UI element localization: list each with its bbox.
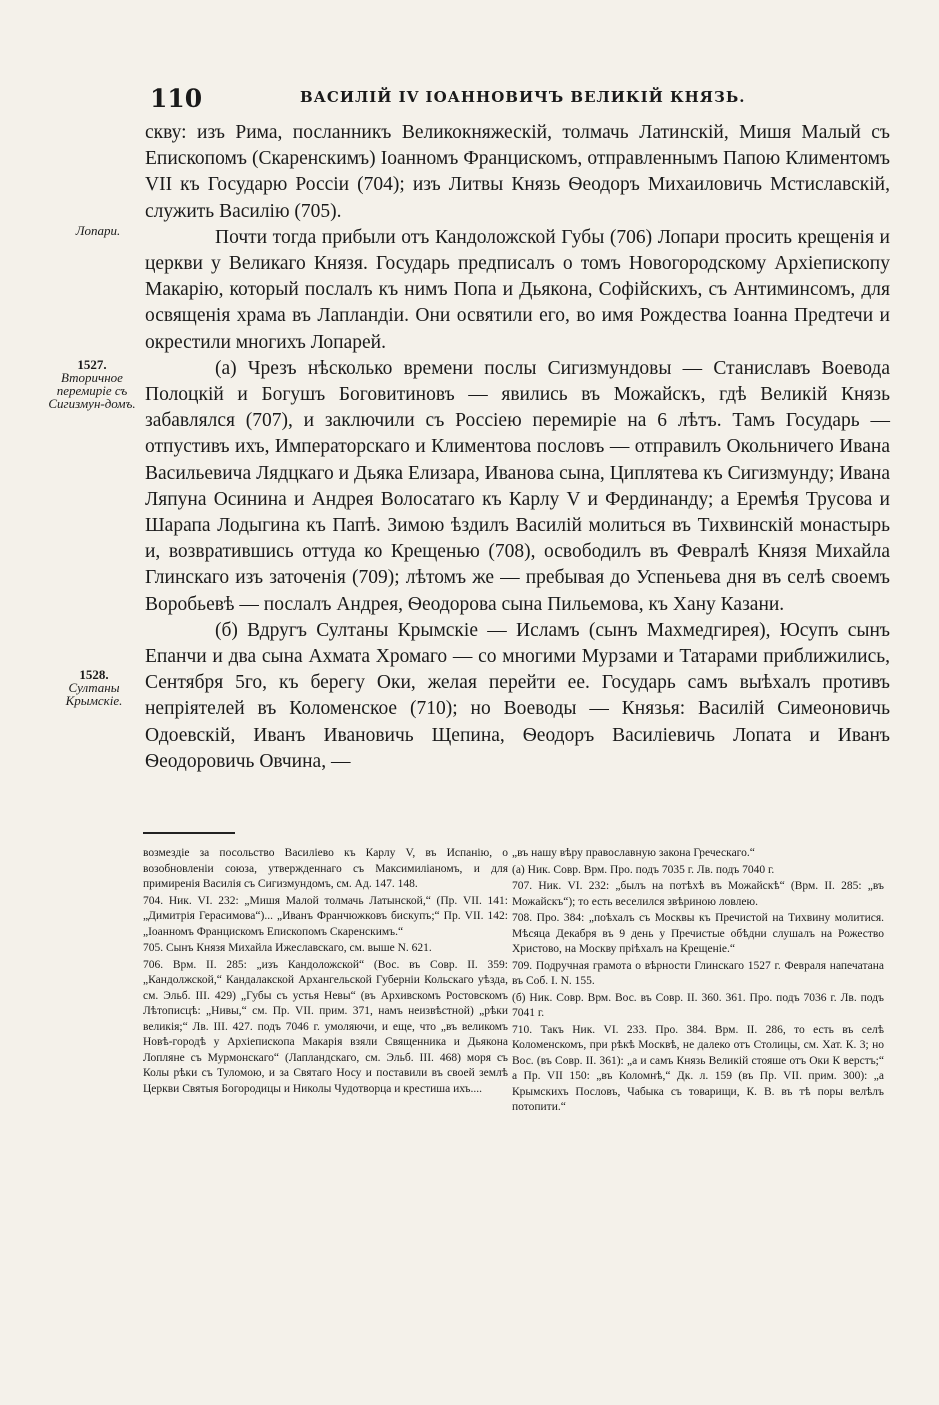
- margin-note-lopari: Лопари.: [75, 223, 121, 238]
- margin-year-1527: 1527.: [77, 357, 107, 372]
- footnote: (а) Ник. Совр. Врм. Про. подъ 7035 г. Лв. подъ 7040 г.: [512, 863, 775, 876]
- footnote: 710. Такъ Ник. VI. 233. Про. 384. Врм. II. 286, то есть въ селѣ Коломенскомъ, при рѣкѣ Москвѣ, не далеко отъ Столицы, см. Хат. К. 3; но Вос. (въ Совр. II. 361): „а и самъ Князь Великій стояше отъ Оки К верстъ;“ а Пр. VII 150: „въ Коломнѣ,“ Дк. л. 159 (въ Пр. VII. прим. 300): „а Крымскихъ Пословъ, Чабыка съ товарищи, К. В. въ тѣ поры велѣлъ потопити.“: [512, 1023, 884, 1113]
- paragraph: скву: изъ Рима, посланникъ Великокняжескій, толмачь Латинскій, Мишя Малый съ Епископомъ (Скаренскимъ) Іоанномъ Францискомъ, отправленнымъ Папою Климентомъ VII къ Государю Россіи (704); изъ Литвы Князь Ѳеодоръ Михаиловичь Мстиславскій, служить Василію (705).: [145, 122, 890, 222]
- footnote: 707. Ник. VI. 232: „былъ на потѣхѣ въ Можайскѣ“ (Врм. II. 285: „въ Можайскъ“); то есть веселился звѣриною ловлею.: [512, 880, 884, 908]
- footnote-divider: [143, 832, 235, 834]
- paragraph: (а) Чрезъ нѣсколько времени послы Сигизмундовы — Станиславъ Воевода Полоцкій и Богушъ Боговитиновъ — явились въ Можайскъ, гдѣ Великій Князь забавлялся (707), и заключили съ Россіею перемиріе на 6 лѣтъ. Тамъ Государь — отпустивъ ихъ, Императорскаго и Климентова пословъ — отправилъ Окольничего Ивана Васильевича Лядцкаго и Дьяка Елизара, Иванова сына, Циплятева къ Сигизмунду; Ивана Ляпуна Осинина и Андрея Волосатаго къ Карлу V и Фердинанду; а Еремѣя Трусова и Шарапа Лодыгина къ Папѣ. Зимою ѣздилъ Василій молиться въ Тихвинскій монастырь и, возвратившись оттуда ко Крещенью (708), освободилъ въ Февралѣ Князя Михайла Глинскаго изъ заточенія (709); лѣтомъ же — пребывая до Успеньева дня въ селѣ своемъ Воробьевѣ — послалъ Андрея, Ѳеодорова сына Пильемова, къ Хану Казани.: [145, 357, 890, 615]
- margin-year-1528: 1528.: [79, 667, 109, 682]
- footnote: возмездіе за посольство Василіево къ Карлу V, въ Испанію, о возобновленіи союза, утвержденнаго съ Максимиліаномъ, и для примиренія Василія съ Сигизмундомъ, см. Ад. 147. 148.: [143, 847, 508, 890]
- margin-note-peremirie-text: Вторичное перемиріе съ Сигизмун-домъ.: [48, 370, 136, 411]
- footnote: 705. Сынъ Князя Михайла Ижеславскаго, см. выше N. 621.: [143, 942, 432, 954]
- margin-note-sultany: [44, 668, 144, 707]
- main-text: [145, 120, 890, 775]
- footnotes-right-column: [512, 846, 884, 1117]
- paragraph: (б) Вдругъ Султаны Крымскіе — Исламъ (сынъ Махмедгирея), Юсупъ сынъ Епанчи и два сына Ахмата Хромаго — со многими Мурзами и Татарами приближились, Сентября 5го, къ берегу Оки, желая перейти ее. Государь самъ выѣхалъ противъ непріятелей въ Коломенское (710); но Воеводы — Князья: Василій Симеоновичь Одоевскій, Иванъ Ивановичь Щепина, Ѳеодоръ Василіевичь Лопата и Иванъ Ѳеодоровичь Овчина, —: [145, 619, 890, 772]
- footnote: 708. Про. 384: „поѣхалъ съ Москвы къ Пречистой на Тихвину молитися. Мѣсяца Декабря въ 9 день у Пречистые обѣдни слушалъ на Рожество Христово, на Москву пріѣхалъ на Крещеніе.“: [512, 912, 884, 955]
- footnote: 706. Врм. II. 285: „изъ Кандоложской“ (Вос. въ Совр. II. 359: „Кандолжской,“ Кандалакской Архангельской Губерніи Кольскаго уѣзда, см. Эльб. III. 429) „Губы съ устья Невы“ (въ Архивскомъ Ростовскомъ Лѣтописцѣ: „Нивы,“ см. Пр. VII. прим. 371, намъ неизвѣстной) „рѣки великія;“ Лв. III. 427. подъ 7046 г. умоляючи, и еще, что „въ великомъ Новѣ-городѣ у Архіепископа Макарія взяли Священника и Дьякона Лопляне съ Мурмонскаго“ (Лапландскаго, см. Эльб. III. 468) моря съ Колы рѣки съ Туломою, и за Святаго Носу и поставили въ своей землѣ Церкви Святыя Богородицы и Николы Чудотворца и крестиша ихъ....: [143, 958, 508, 1095]
- margin-note-peremirie: [42, 358, 142, 410]
- footnote: „въ нашу вѣру православную закона Греческаго.“: [512, 847, 755, 859]
- running-head: ВАСИЛІЙ IV ІОАННОВИЧЪ ВЕЛИКІЙ КНЯЗЬ.: [300, 88, 746, 106]
- footnotes-left-column: [143, 846, 508, 1098]
- footnote: 704. Ник. VI. 232: „Мишя Малой толмачь Латынской,“ (Пр. VII. 141: „Димитрія Герасимова“)... „Иванъ Франчюжковъ бискупъ;“ Пр. VII. 142: „Іоанномъ Францискомъ Епископомъ Скаренскимъ.“: [143, 894, 508, 938]
- margin-note-sultany-text: Султаны Крымскіе.: [65, 680, 123, 708]
- footnote: 709. Подручная грамота о вѣрности Глинскаго 1527 г. Февраля напечатана въ Соб. I. N. 155.: [512, 959, 884, 987]
- footnote: (б) Ник. Совр. Врм. Вос. въ Совр. II. 360. 361. Про. подъ 7036 г. Лв. подъ 7041 г.: [512, 991, 884, 1019]
- page-number: 110: [150, 84, 203, 113]
- paragraph: Почти тогда прибыли отъ Кандоложской Губы (706) Лопари просить крещенія и церкви у Великаго Князя. Государь предписалъ о томъ Новогородскому Архіепископу Макарію, который послалъ къ нимъ Попа и Дьякона, Софійскихъ, съ Антиминсомъ, для освященія храма въ Лапландіи. Они освятили его, во имя Рождества Іоанна Предтечи и окрестили многихъ Лопарей.: [145, 226, 890, 353]
